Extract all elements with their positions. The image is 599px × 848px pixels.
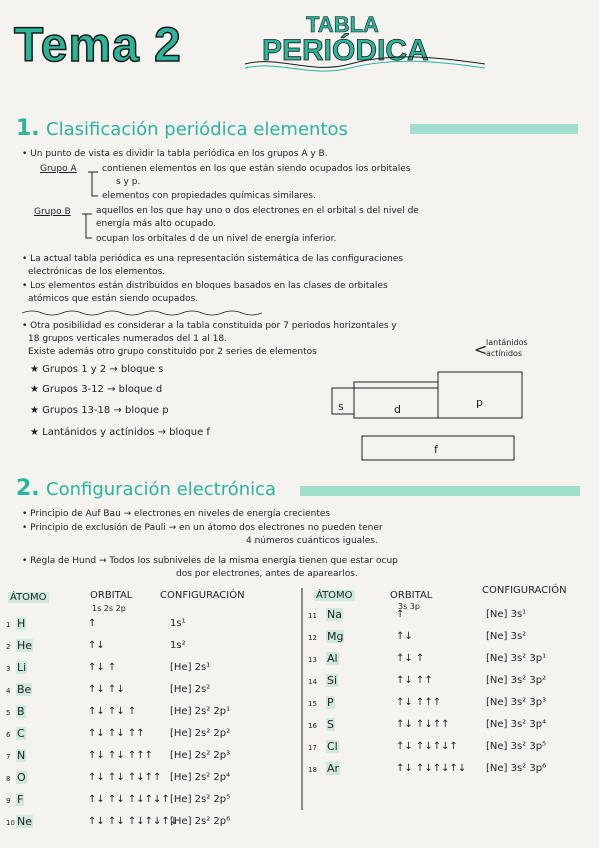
electron-configuration: [Ne] 3s² 3p⁶ bbox=[486, 763, 547, 774]
s1-p3a: • Los elementos están distribuidos en bloques basados en las clases de orbitales bbox=[22, 281, 388, 291]
element-symbol: Al bbox=[327, 652, 338, 665]
electron-configuration: [He] 2s² 2p² bbox=[170, 728, 231, 739]
section1-underline-bar bbox=[410, 124, 578, 134]
section1-number: 1. bbox=[16, 116, 40, 141]
orbital-arrows: ↑↓ ↑↑↑ bbox=[396, 697, 442, 708]
orbital-arrows: ↑ bbox=[396, 609, 405, 620]
wavy-divider bbox=[22, 309, 262, 317]
orbital-arrows: ↑↓ ↑↓ ↑ bbox=[88, 706, 137, 717]
atomic-number: 9 bbox=[6, 797, 11, 805]
atomic-number: 10 bbox=[6, 819, 15, 827]
element-symbol: C bbox=[17, 727, 25, 740]
element-symbol: F bbox=[17, 793, 24, 806]
tema-title: Tema 2 bbox=[14, 19, 182, 72]
grupoA-label: Grupo A bbox=[40, 164, 77, 174]
electron-configuration: [He] 2s² 2p⁵ bbox=[170, 794, 231, 805]
s2-p1: • Principio de Auf Bau → electrones en niveles de energía crecientes bbox=[22, 509, 331, 519]
grupoA-line1b: s y p. bbox=[116, 177, 141, 187]
element-symbol: H bbox=[17, 617, 26, 630]
section2-number: 2. bbox=[16, 476, 40, 501]
grupoA-line1: contienen elementos en los que están siendo ocupados los orbitales bbox=[102, 164, 411, 174]
element-symbol: Be bbox=[17, 683, 32, 696]
element-symbol: Li bbox=[17, 661, 27, 674]
right-header-orbital: ORBITAL bbox=[390, 590, 433, 601]
electron-configuration: [Ne] 3s¹ bbox=[486, 609, 527, 620]
atomic-number: 2 bbox=[6, 643, 11, 651]
series-lantanidos: lantánidos bbox=[486, 338, 528, 347]
orbital-arrows: ↑↓ ↑↓↑↓↑ bbox=[396, 741, 458, 752]
right-header-config: CONFIGURACIÓN bbox=[482, 585, 567, 596]
atomic-number: 5 bbox=[6, 709, 11, 717]
s2-p3b: dos por electrones, antes de aparearlos. bbox=[176, 569, 358, 579]
left-header-atomo: ÁTOMO bbox=[10, 592, 47, 603]
grupoB-line1: aquellos en los que hay uno o dos electrones en el orbital s del nivel de bbox=[96, 206, 419, 216]
block-bullet-3: ★ Grupos 13-18 → bloque p bbox=[30, 405, 169, 416]
atomic-number: 6 bbox=[6, 731, 11, 739]
orbital-arrows: ↑↓ ↑↓ ↑↓↑↓↑↓ bbox=[88, 816, 179, 827]
s2-p2b: 4 números cuánticos iguales. bbox=[246, 536, 378, 546]
atomic-number: 17 bbox=[308, 744, 317, 752]
electron-configuration: [He] 2s² 2p¹ bbox=[170, 706, 231, 717]
electron-configuration: [He] 2s² bbox=[170, 684, 211, 695]
orbital-arrows: ↑↓ ↑ bbox=[396, 653, 425, 664]
electron-configuration: [Ne] 3s² 3p⁵ bbox=[486, 741, 547, 752]
atomic-number: 4 bbox=[6, 687, 11, 695]
element-symbol: Na bbox=[327, 608, 342, 621]
electron-configuration: [Ne] 3s² 3p² bbox=[486, 675, 547, 686]
electron-configuration: [Ne] 3s² bbox=[486, 631, 527, 642]
block-bullet-1: ★ Grupos 1 y 2 → bloque s bbox=[30, 364, 164, 375]
orbital-arrows: ↑↓ ↑↓ ↑↑ bbox=[88, 728, 145, 739]
orbital-arrows: ↑↓ bbox=[396, 631, 413, 642]
atomic-number: 11 bbox=[308, 612, 317, 620]
element-symbol: Ne bbox=[17, 815, 32, 828]
element-symbol: P bbox=[327, 696, 334, 709]
s1-p4c: Existe además otro grupo constituido por 2 series de elementos bbox=[28, 347, 317, 357]
block-f-label: f bbox=[434, 443, 438, 456]
title-top: TABLA bbox=[306, 12, 379, 37]
grupoB-line1b: energía más alto ocupado. bbox=[96, 219, 216, 229]
orbital-arrows: ↑↓ ↑↓ ↑↑↑ bbox=[88, 750, 154, 761]
section1-title: Clasificación periódica elementos bbox=[46, 119, 348, 140]
atomic-number: 3 bbox=[6, 665, 11, 673]
element-symbol: N bbox=[17, 749, 26, 762]
right-header-atomo: ÁTOMO bbox=[316, 590, 353, 601]
atomic-number: 18 bbox=[308, 766, 317, 774]
section2-underline-bar bbox=[300, 486, 580, 496]
left-header-orbital: ORBITAL bbox=[90, 590, 133, 601]
orbital-arrows: ↑↓ ↑↓↑↓↑↓ bbox=[396, 763, 467, 774]
orbital-arrows: ↑↓ ↑↓ bbox=[88, 684, 125, 695]
s1-p4a: • Otra posibilidad es considerar a la tabla constituida por 7 periodos horizontales y bbox=[22, 321, 397, 331]
s2-p2a: • Principio de exclusión de Pauli → en un átomo dos electrones no pueden tener bbox=[22, 523, 383, 533]
block-bullet-2: ★ Grupos 3-12 → bloque d bbox=[30, 384, 163, 395]
electron-configuration: 1s² bbox=[170, 640, 186, 651]
atomic-number: 16 bbox=[308, 722, 317, 730]
grupoB-brace bbox=[80, 208, 94, 242]
s1-p1: • Un punto de vista es dividir la tabla periódica en los grupos A y B. bbox=[22, 149, 328, 159]
atomic-number: 1 bbox=[6, 621, 11, 629]
electron-configuration: [Ne] 3s² 3p¹ bbox=[486, 653, 547, 664]
electron-configuration: [Ne] 3s² 3p³ bbox=[486, 697, 547, 708]
block-bullet-4: ★ Lantánidos y actínidos → bloque f bbox=[30, 427, 210, 438]
atomic-number: 12 bbox=[308, 634, 317, 642]
orbital-arrows: ↑↓ ↑↓ ↑↓↑↓↑ bbox=[88, 794, 170, 805]
atomic-number: 15 bbox=[308, 700, 317, 708]
orbital-arrows: ↑↓ ↑↓↑↑ bbox=[396, 719, 450, 730]
title-swirl-decoration bbox=[240, 50, 490, 78]
element-symbol: O bbox=[17, 771, 26, 784]
grupoB-line2: ocupan los orbitales d de un nivel de energía inferior. bbox=[96, 234, 337, 244]
atomic-number: 14 bbox=[308, 678, 317, 686]
element-symbol: Mg bbox=[327, 630, 344, 643]
series-brace: < bbox=[474, 340, 488, 359]
orbital-arrows: ↑↓ ↑↓ ↑↓↑↑ bbox=[88, 772, 162, 783]
element-symbol: Cl bbox=[327, 740, 338, 753]
orbital-arrows: ↑↓ ↑↑ bbox=[396, 675, 433, 686]
periodic-blocks-diagram bbox=[326, 370, 526, 470]
s1-p4b: 18 grupos verticales numerados del 1 al 18. bbox=[28, 334, 227, 344]
s1-p3b: atómicos que están siendo ocupados. bbox=[28, 294, 199, 304]
element-symbol: Si bbox=[327, 674, 338, 687]
element-symbol: Ar bbox=[327, 762, 340, 775]
electron-configuration: [He] 2s² 2p³ bbox=[170, 750, 231, 761]
block-p-label: p bbox=[476, 396, 483, 409]
element-symbol: He bbox=[17, 639, 33, 652]
atomic-number: 7 bbox=[6, 753, 11, 761]
orbital-arrows: ↑ bbox=[88, 618, 97, 629]
grupoA-line2: elementos con propiedades químicas similares. bbox=[102, 191, 316, 201]
electron-configuration: [He] 2s¹ bbox=[170, 662, 211, 673]
grupoB-label: Grupo B bbox=[34, 207, 71, 217]
orbital-arrows: ↑↓ ↑ bbox=[88, 662, 117, 673]
left-header-config: CONFIGURACIÓN bbox=[160, 590, 245, 601]
grupoA-brace bbox=[86, 166, 100, 200]
series-actinidos: actínidos bbox=[486, 349, 523, 358]
orbital-arrows: ↑↓ bbox=[88, 640, 105, 651]
left-orbital-sub: 1s 2s 2p bbox=[92, 604, 126, 613]
element-symbol: S bbox=[327, 718, 334, 731]
right-orbital-sub: 3s 3p bbox=[398, 602, 420, 611]
title-main: PERIÓDICA bbox=[262, 34, 429, 67]
element-symbol: B bbox=[17, 705, 25, 718]
section2-title: Configuración electrónica bbox=[46, 479, 277, 500]
block-d-label: d bbox=[394, 403, 401, 416]
s1-p2b: electrónicas de los elementos. bbox=[28, 267, 166, 277]
block-s-label: s bbox=[338, 400, 344, 413]
table-divider-line bbox=[300, 588, 304, 810]
electron-configuration: [Ne] 3s² 3p⁴ bbox=[486, 719, 547, 730]
s2-p3a: • Regla de Hund → Todos los subniveles de la misma energía tienen que estar ocup bbox=[22, 556, 398, 566]
atomic-number: 13 bbox=[308, 656, 317, 664]
atomic-number: 8 bbox=[6, 775, 11, 783]
electron-configuration: 1s¹ bbox=[170, 618, 186, 629]
electron-configuration: [He] 2s² 2p⁴ bbox=[170, 772, 231, 783]
electron-configuration: [He] 2s² 2p⁶ bbox=[170, 816, 231, 827]
s1-p2a: • La actual tabla periódica es una representación sistemática de las configuraciones bbox=[22, 254, 404, 264]
